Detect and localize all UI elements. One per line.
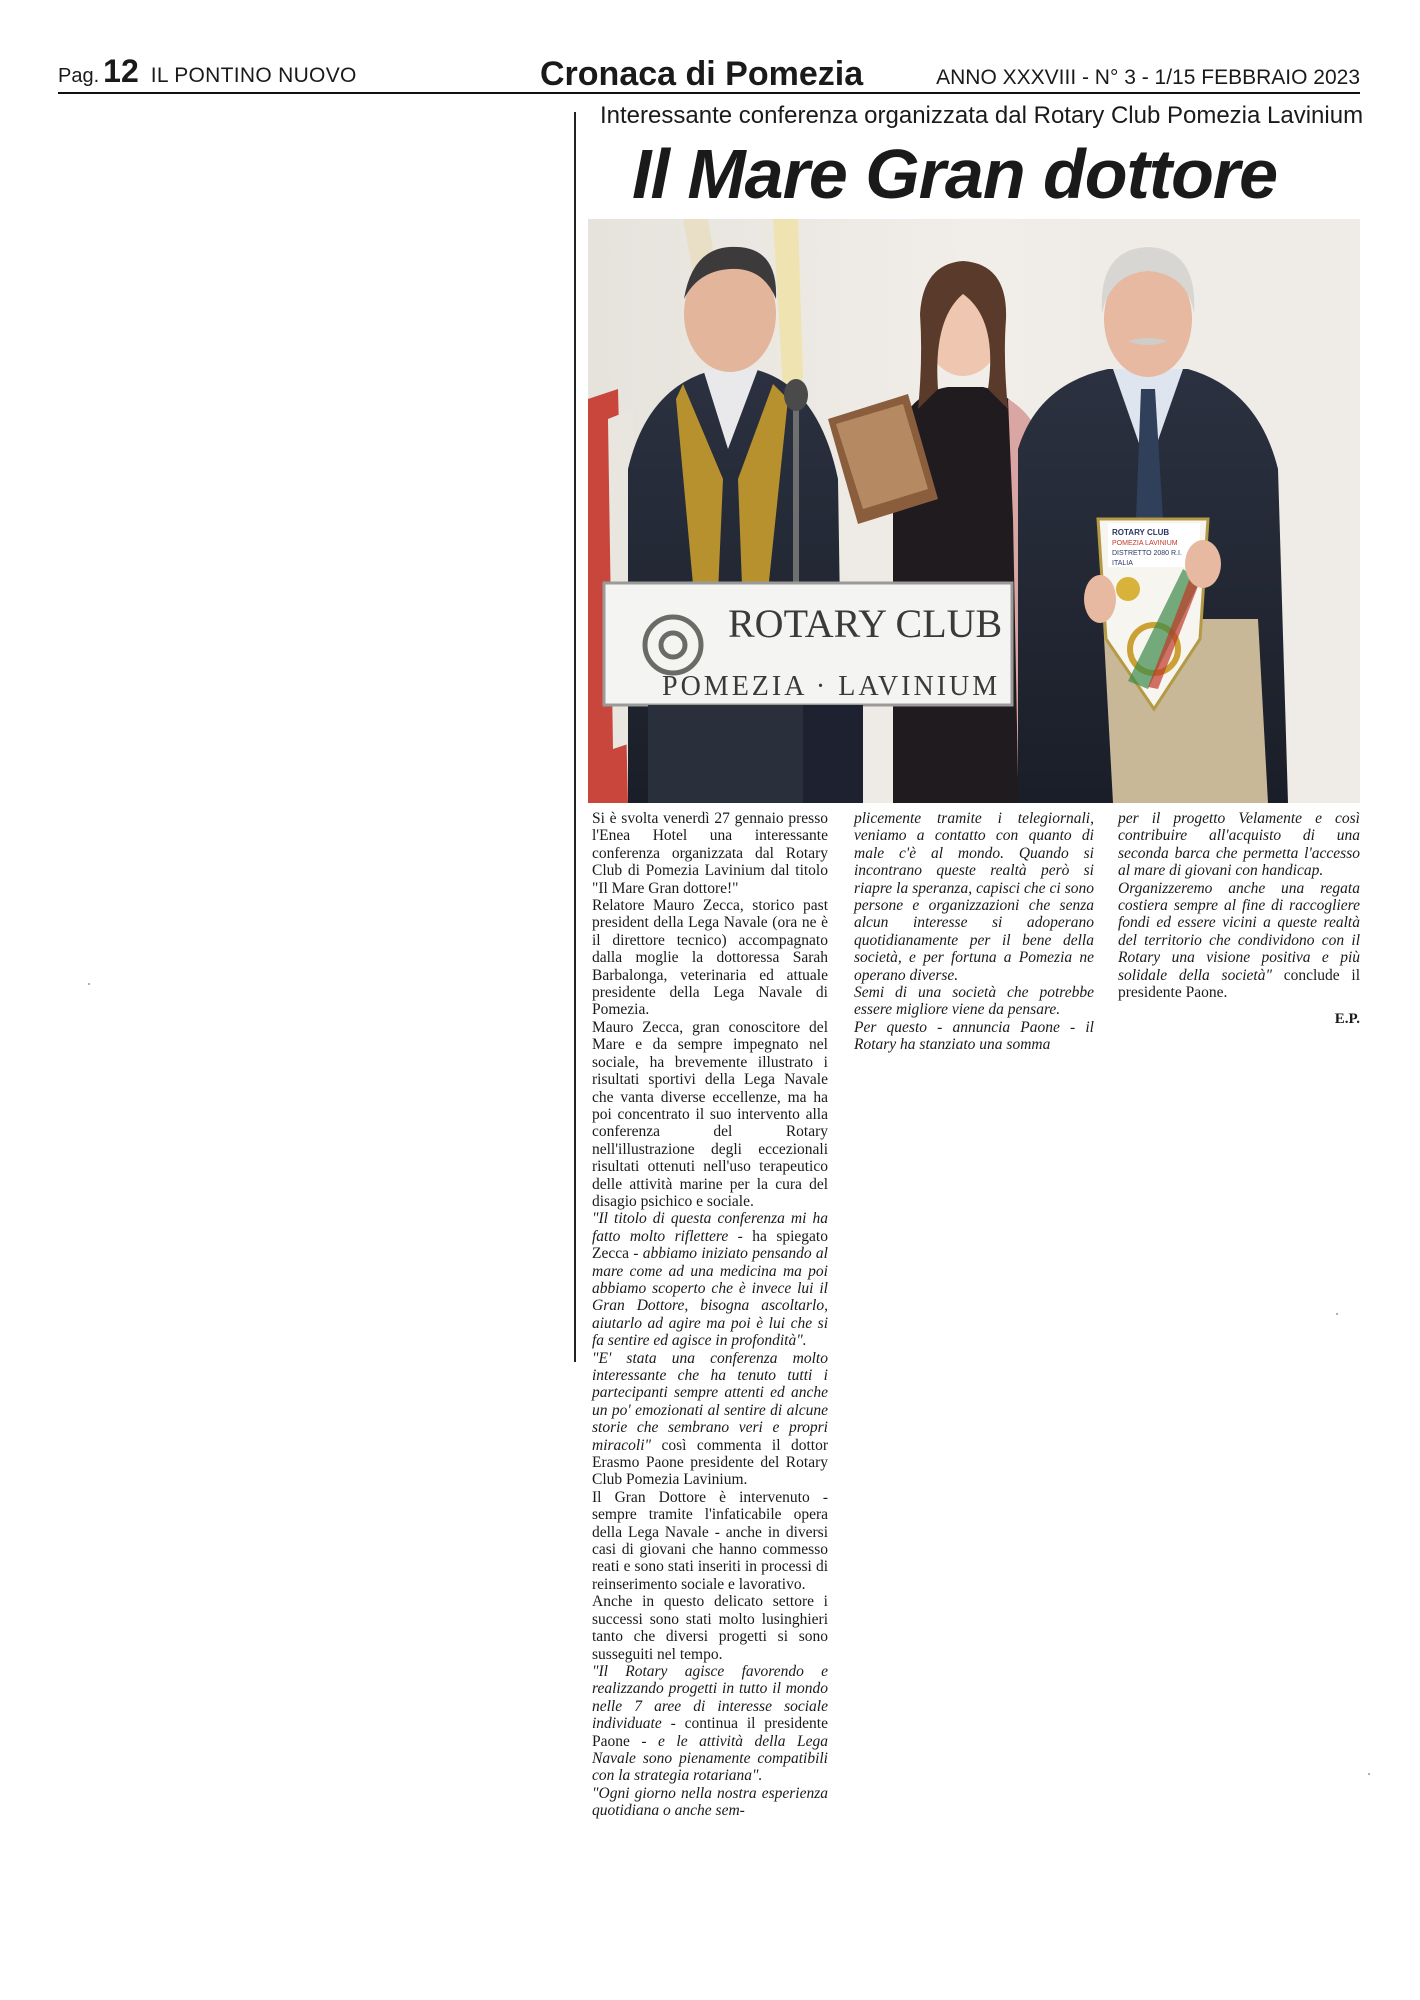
pennant-line3: DISTRETTO 2080 R.I. xyxy=(1112,550,1182,557)
podium-sign-line2: POMEZIA · LAVINIUM xyxy=(662,671,1001,702)
scan-speck xyxy=(1336,1313,1338,1315)
paragraph: Anche in questo delicato settore i successi sono stati molto lusinghieri tanto che diversi progetti si sono susseguiti nel tempo. xyxy=(592,1593,828,1663)
page-header xyxy=(58,53,1360,94)
quote-paragraph xyxy=(592,1663,828,1785)
quote-text: "Il Rotary agisce favorendo e realizzando progetti in tutto il mondo nelle 7 aree di interesse sociale individuate xyxy=(592,1662,828,1733)
paragraph: Il Gran Dottore è intervenuto - sempre tramite l'infaticabile opera della Lega Navale - anche in diversi casi di giovani che hanno commesso reati e sono stati inseriti in processi di reinserimento sociale e lavorativo. xyxy=(592,1488,828,1593)
quote-paragraph xyxy=(1118,880,1360,1002)
quote-text: e le attività della Lega Navale sono pienamente compatibili con la strategia rotariana". xyxy=(592,1732,828,1785)
attribution-text: conclude il presidente Paone. xyxy=(1118,966,1360,1002)
attribution-text: - ha spiegato Zecca - xyxy=(592,1227,828,1263)
article-kicker: Interessante conferenza organizzata dal Rotary Club Pomezia Lavinium xyxy=(600,102,1364,129)
scan-speck xyxy=(88,983,90,985)
newspaper-name: IL PONTINO NUOVO xyxy=(150,64,357,87)
article-column-1 xyxy=(592,810,828,1820)
quote-paragraph: Per questo - annuncia Paone - il Rotary ha stanziato una somma xyxy=(854,1018,1094,1054)
quote-paragraph: plicemente tramite i telegiornali, veniamo a contatto con quanto di male c'è al mondo. Quando si incontrano queste realtà però si riapre la speranza, capisci che ci sono persone e organizzazioni che senza alcun interesse si adoperano quotidianamente per il bene della società, e per fortuna a Pomezia ne operano diverse. xyxy=(854,810,1094,984)
attribution-text: così commenta il dottor Erasmo Paone presidente del Rotary Club Pomezia Lavinium. xyxy=(592,1436,828,1489)
quote-paragraph: Semi di una società che potrebbe essere migliore viene da pensare. xyxy=(854,984,1094,1019)
scan-speck xyxy=(1368,1773,1370,1775)
article-column-3 xyxy=(1118,810,1360,1029)
column-divider xyxy=(574,112,576,1362)
attribution-text: - continua il presidente Paone - xyxy=(592,1715,828,1750)
pennant-line1: ROTARY CLUB xyxy=(1112,528,1170,537)
issue-info: ANNO XXXVIII - N° 3 - 1/15 FEBBRAIO 2023 xyxy=(936,66,1360,89)
quote-text: Organizzeremo anche una regata costiera sempre al fine di raccogliere fondi ed essere vicini a queste realtà del territorio che condividono con il Rotary una visione positiva e più solidale della società" xyxy=(1118,879,1360,984)
quote-text: "E' stata una conferenza molto interessante che ha tenuto tutti i partecipanti sempre attenti ed anche un po' emozionati al sentire di alcune storie che sembrano veri e propri miracoli" xyxy=(592,1349,828,1454)
article-photo xyxy=(588,219,1360,803)
quote-paragraph: "Ogni giorno nella nostra esperienza quotidiana o anche sem- xyxy=(592,1784,828,1820)
pennant-line2: POMEZIA LAVINIUM xyxy=(1112,540,1178,547)
paragraph: Relatore Mauro Zecca, storico past president della Lega Navale (ora ne è il direttore tecnico) accompagnato dalla moglie la dottoressa Sarah Barbalonga, veterinaria ed attuale presidente della Lega Navale di Pomezia. xyxy=(592,897,828,1019)
author-signature: E.P. xyxy=(1334,1011,1360,1028)
quote-text: "Il titolo di questa conferenza mi ha fatto molto riflettere xyxy=(592,1210,828,1245)
article-column-2 xyxy=(854,810,1094,1054)
podium-sign-line1: ROTARY CLUB xyxy=(728,601,1003,646)
paragraph: Si è svolta venerdì 27 gennaio presso l'Enea Hotel una interessante conferenza organizzata dal Rotary Club di Pomezia Lavinium dal titolo "Il Mare Gran dottore!" xyxy=(592,810,828,897)
header-left xyxy=(58,53,357,90)
quote-text: abbiamo iniziato pensando al mare come ad una medicina ma poi abbiamo scoperto che è invece lui il Gran Dottore, bisogna ascoltarlo, aiutarlo ad agire ma poi è lui che si fa sentire ed agisce in profondità". xyxy=(592,1245,828,1350)
section-title: Cronaca di Pomezia xyxy=(540,55,864,93)
quote-paragraph xyxy=(592,1350,828,1489)
page-number: 12 xyxy=(103,53,139,89)
quote-paragraph xyxy=(592,1210,828,1349)
quote-paragraph: per il progetto Velamente e così contribuire all'acquisto di una seconda barca che permetta l'accesso al mare di giovani con handicap. xyxy=(1118,810,1360,880)
pennant-line4: ITALIA xyxy=(1112,560,1133,567)
paragraph: Mauro Zecca, gran conoscitore del Mare e da sempre impegnato nel sociale, ha brevemente illustrato i risultati sportivi della Lega Navale che vanta diverse eccellenze, ma ha poi concentrato il suo intervento alla conferenza del Rotary nell'illustrazione degli eccezionali risultati ottenuti nell'uso terapeutico delle attività marine per la cura del disagio psichico e sociale. xyxy=(592,1018,828,1210)
article-headline: Il Mare Gran dottore xyxy=(632,135,1278,213)
page-label: Pag. xyxy=(58,65,100,87)
